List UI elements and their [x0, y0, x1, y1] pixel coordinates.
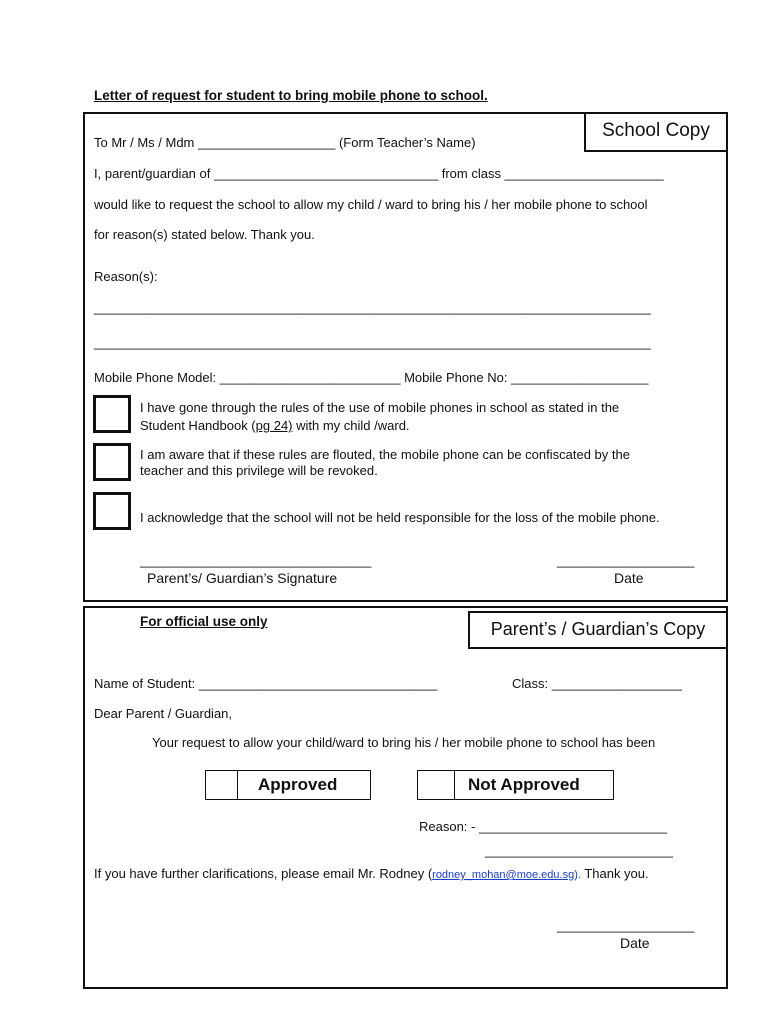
official-date-label: Date [620, 935, 650, 951]
parent-guardian-line: I, parent/guardian of _______________________________ from class ______________________ [94, 166, 664, 181]
request-line-2: for reason(s) stated below. Thank you. [94, 227, 315, 242]
student-name-line: Name of Student: _________________________________ [94, 676, 438, 691]
official-date-line: ___________________ [557, 918, 695, 933]
parent-copy-tag: Parent’s / Guardian’s Copy [468, 611, 728, 649]
form-teacher-line: To Mr / Ms / Mdm ___________________ (Form Teacher’s Name) [94, 135, 476, 150]
rules-read-text-2 [140, 418, 410, 433]
approved-label: Approved [258, 775, 338, 794]
request-status-line: Your request to allow your child/ward to bring his / her mobile phone to school has been [152, 735, 656, 750]
clarification-line [94, 866, 649, 881]
phone-model-line: Mobile Phone Model: _________________________ Mobile Phone No: ___________________ [94, 370, 649, 385]
rules-aware-checkbox[interactable] [93, 443, 131, 481]
school-copy-tag: School Copy [584, 112, 728, 152]
reasons-label: Reason(s): [94, 269, 158, 284]
reason-line-2: _____________________________________________________________________________ [94, 335, 651, 350]
not-approved-label: Not Approved [468, 775, 580, 794]
handbook-page-ref: pg 24) [255, 418, 293, 433]
official-use-heading: For official use only [140, 614, 268, 629]
contact-email-link[interactable]: rodney_mohan@moe.edu.sg [432, 869, 575, 881]
salutation: Dear Parent / Guardian, [94, 706, 233, 721]
approved-option[interactable] [205, 770, 371, 800]
not-approved-option[interactable] [417, 770, 614, 800]
reason-line-1: _____________________________________________________________________________ [94, 300, 651, 315]
approved-checkbox[interactable] [206, 771, 238, 799]
rules-aware-text-2: teacher and this privilege will be revoked. [140, 463, 378, 478]
rules-read-text-1: I have gone through the rules of the use of mobile phones in school as stated in the [140, 400, 620, 415]
loss-acknowledge-checkbox[interactable] [93, 492, 131, 530]
loss-acknowledge-text: I acknowledge that the school will not be held responsible for the loss of the mobile phone. [140, 510, 660, 525]
clarification-close: ). [574, 869, 581, 881]
document-title: Letter of request for student to bring mobile phone to school. [94, 88, 488, 103]
date-line: ___________________ [557, 553, 695, 568]
date-label: Date [614, 570, 644, 586]
not-approved-checkbox[interactable] [418, 771, 455, 799]
student-class-line: Class: __________________ [512, 676, 682, 691]
clarification-thanks: Thank you. [580, 866, 649, 881]
signature-line: ________________________________ [140, 553, 372, 568]
decision-reason-line-1: Reason: - __________________________ [419, 819, 667, 834]
decision-reason-line-2: __________________________ [485, 843, 673, 858]
rules-read-checkbox[interactable] [93, 395, 131, 433]
request-line-1: would like to request the school to allow my child / ward to bring his / her mobile phone to school [94, 197, 648, 212]
signature-label: Parent’s/ Guardian’s Signature [147, 570, 338, 586]
rules-read-text-2-post: with my child /ward. [292, 418, 410, 433]
rules-read-text-2-pre: Student Handbook ( [140, 418, 256, 433]
rules-aware-text-1: I am aware that if these rules are flouted, the mobile phone can be confiscated by the [140, 447, 630, 462]
clarification-text: If you have further clarifications, please email Mr. Rodney ( [94, 866, 433, 881]
school-copy-section [83, 112, 728, 602]
